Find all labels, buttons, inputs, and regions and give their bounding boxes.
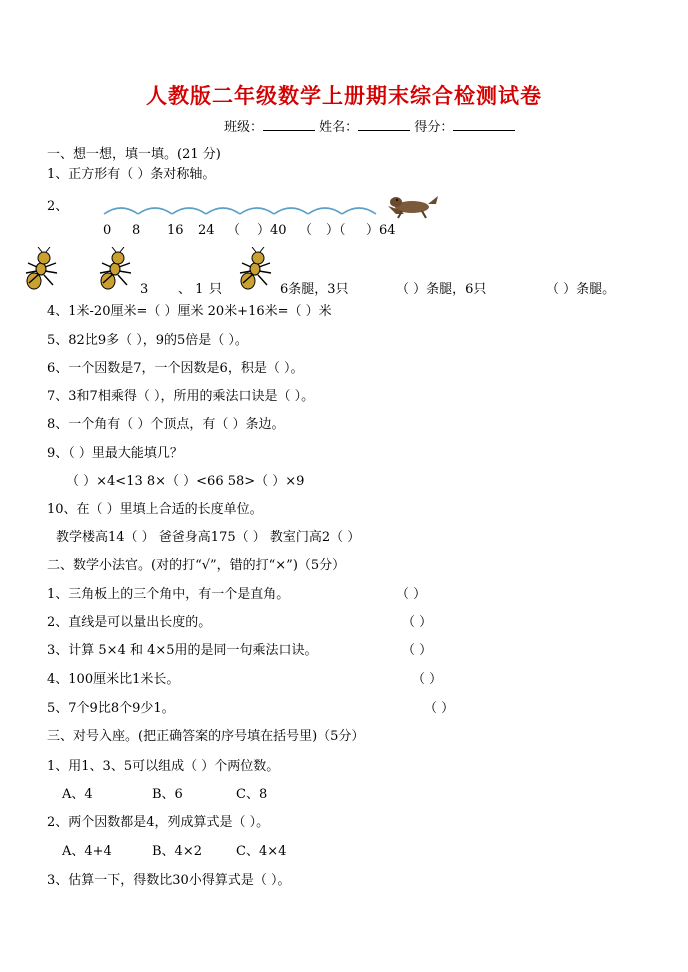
section1-heading: 一、想一想，填一填。(21 分) — [47, 147, 221, 162]
question-1-7: 7、3和7相乘得（ ），所用的乘法口诀是（ ）。 — [47, 389, 315, 404]
question-1-4: 4、1米-20厘米=（ ）厘米 20米+16米=（ ）米 — [47, 304, 332, 319]
q3-part-f: （ ）条腿。 — [546, 282, 616, 297]
seq-item: （ — [227, 223, 241, 238]
judge-item-paren[interactable]: （ ） — [396, 587, 427, 602]
question-1-10: 10、在（ ）里填上合适的长度单位。 — [47, 502, 263, 517]
question-1-5: 5、82比9多（ ），9的5倍是（ ）。 — [47, 333, 248, 348]
judge-item-text: 1、三角板上的三个角中，有一个是直角。 — [47, 587, 290, 602]
choice-question-3: 3、估算一下，得数比30小得算式是（ ）。 — [47, 873, 291, 888]
seq-item: ）（ — [326, 223, 346, 238]
section2-heading: 二、数学小法官。(对的打“√”，错的打“×”)（5分） — [47, 558, 346, 573]
judge-item-text: 5、7个9比8个9少1。 — [47, 701, 175, 716]
judge-item-paren[interactable]: （ ） — [402, 615, 433, 630]
question-1-9-items: （ ）×4<13 8×（ ）<66 58>（ ）×9 — [66, 474, 305, 489]
judge-item-text: 2、直线是可以量出长度的。 — [47, 615, 212, 630]
judge-item-paren[interactable]: （ ） — [424, 701, 455, 716]
choice-question-2: 2、两个因数都是4，列成算式是（ ）。 — [47, 815, 270, 830]
q3-part-c: 只 — [209, 282, 223, 297]
number-sequence — [0, 223, 688, 239]
seq-item: 24 — [198, 223, 215, 238]
judge-item-text: 4、100厘米比1米长。 — [47, 672, 180, 687]
q3-part-d: 6条腿，3只 — [280, 282, 349, 297]
jump-arcs — [104, 208, 376, 214]
q3-part-b: 、 1 — [178, 282, 204, 297]
judge-item-paren[interactable]: （ ） — [412, 672, 443, 687]
seq-item: 16 — [167, 223, 184, 238]
seq-item: 0 — [103, 223, 112, 238]
class-field[interactable] — [263, 118, 315, 131]
choice-option-c[interactable]: C、4×4 — [236, 844, 287, 859]
choice-question-1: 1、用1、3、5可以组成（ ）个两位数。 — [47, 759, 280, 774]
number-line-figure — [100, 192, 442, 220]
seq-item: ）64 — [366, 223, 396, 238]
page-title: 人教版二年级数学上册期末综合检测试卷 — [146, 84, 542, 108]
question-1-1: 1、正方形有（ ）条对称轴。 — [47, 167, 216, 182]
seq-item: ）40 — [257, 223, 287, 238]
choice-option-b[interactable]: B、6 — [152, 787, 183, 802]
judge-item-text: 3、计算 5×4 和 4×5用的是同一句乘法口诀。 — [47, 643, 318, 658]
ant-icon — [234, 247, 274, 291]
score-label: 得分： — [414, 120, 454, 135]
q3-part-a: 3 — [140, 282, 149, 297]
choice-option-a[interactable]: A、4 — [62, 787, 93, 802]
ant-icon — [20, 247, 60, 291]
seq-item: 8 — [132, 223, 141, 238]
seq-item: （ — [299, 223, 313, 238]
name-field[interactable] — [358, 118, 410, 131]
choice-option-b[interactable]: B、4×2 — [152, 844, 202, 859]
ant-icon — [94, 247, 134, 291]
q3-part-e: （ ）条腿，6只 — [396, 282, 487, 297]
question-1-9: 9、（ ）里最大能填几？ — [47, 446, 183, 461]
question-1-8: 8、一个角有（ ）个顶点，有（ ）条边。 — [47, 417, 285, 432]
choice-option-a[interactable]: A、4+4 — [62, 844, 112, 859]
score-field[interactable] — [453, 118, 515, 131]
question-1-10-items: 教学楼高14（ ） 爸爸身高175（ ） 教室门高2（ ） — [56, 530, 361, 545]
choice-option-c[interactable]: C、8 — [236, 787, 268, 802]
dog-icon — [388, 196, 438, 218]
question-1-6: 6、一个因数是7，一个因数是6，积是（ ）。 — [47, 361, 304, 376]
judge-item-paren[interactable]: （ ） — [402, 643, 433, 658]
student-info-row — [224, 118, 515, 136]
class-label: 班级： — [224, 120, 264, 135]
section3-heading: 三、对号入座。(把正确答案的序号填在括号里)（5分） — [47, 729, 365, 744]
question-1-2-label: 2、 — [47, 199, 69, 214]
name-label: 姓名： — [319, 120, 359, 135]
